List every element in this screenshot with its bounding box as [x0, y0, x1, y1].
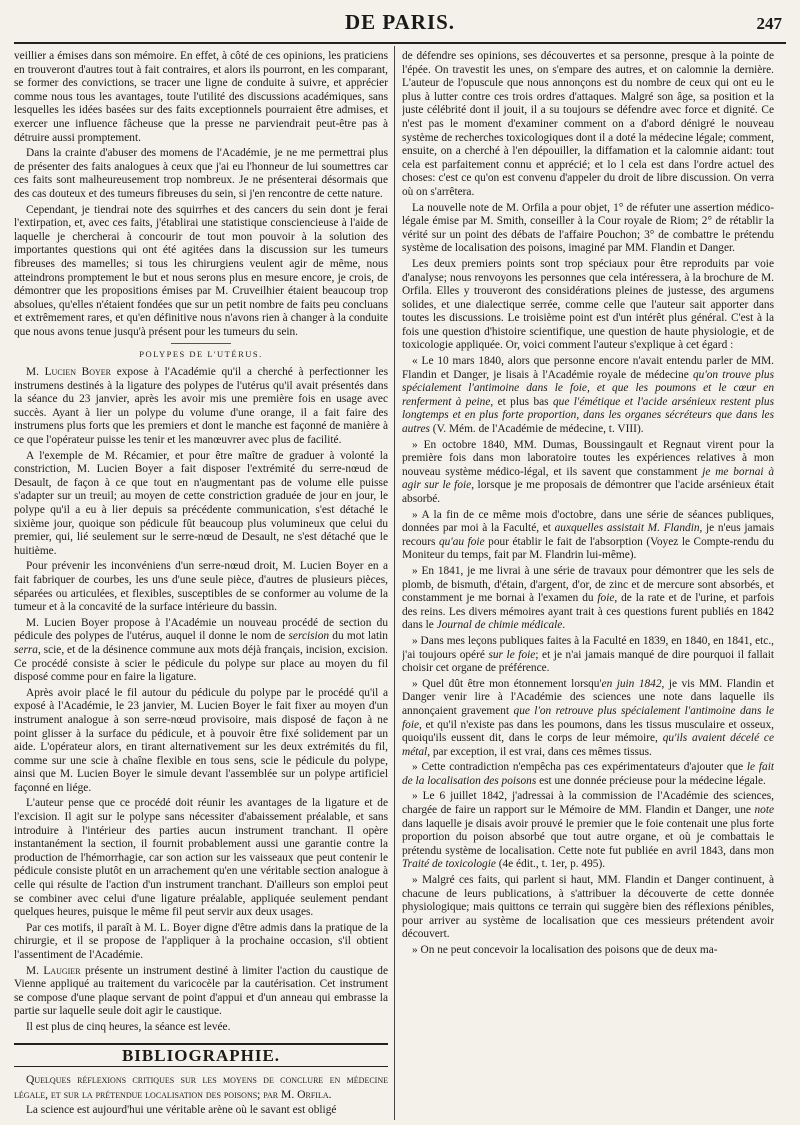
paragraph: Par ces motifs, il paraît à M. L. Boyer digne d'être admis dans la pratique de la chirurgie, et il se propose de l'appliquer à la prochaine occasion, s'il obtient l'assentiment de l'Académie. — [14, 921, 388, 961]
section-rule — [171, 343, 231, 344]
speaker-name: M. Laugier — [26, 964, 81, 977]
quote-paragraph: » Malgré ces faits, qui parlent si haut, MM. Flandin et Danger continuent, à chacune de leurs publications, à s'attribuer la découverte de cette donnée physiologique; mais quittons ce terrain qui suggère bien des réflexions pénibles, pour arriver au système de localisation que ces messieurs prétendent avoir découvert. — [402, 874, 774, 941]
paragraph: La science est aujourd'hui une véritable arène où le savant est obligé — [26, 1104, 337, 1117]
paragraph: M. Lucien Boyer expose à l'Académie qu'il a cherché à perfectionner les instrumens destinés à la ligature des polypes de l'utérus qu'il avait présentés dans la séance du 23 janvier, après les avoir mis une première fois en usage avec succès. Ayant à lier un polype du volume d'une orange, il a fait faire des instrumens plus forts que les premiers et dont le manche est façonné de manière à ce que l'opérateur puisse les tenir et les manœuvrer avec plus de facilité. — [14, 366, 388, 447]
quote-paragraph: » Le 6 juillet 1842, j'adressai à la commission de l'Académie des sciences, chargée de faire un rapport sur le Mémoire de MM. Flandin et Danger, une note dans laquelle je disais avoir prouvé le premier que le foie contenait une plus forte proportion du poison absorbé que tout autre organe, et où je combattais le prétendu système de localisation. Cette note fut publiée en avril 1843, dans mon Traité de toxicologie (4e édit., t. 1er, p. 495). — [402, 790, 774, 871]
paragraph: Il est plus de cinq heures, la séance est levée. — [26, 1020, 231, 1033]
quote-paragraph: » On ne peut concevoir la localisation des poisons que de deux ma- — [412, 944, 718, 956]
page-header — [14, 8, 786, 44]
quote-paragraph: » En octobre 1840, MM. Dumas, Boussingault et Regnaut virent pour la première fois dans mon laboratoire toutes les expériences relatives à mon nouveau système médico-légal, et ils savent que constamment je me bornai à agir sur le foie, lorsque je me proposais de démontrer que l'acide arsénieux était absorbé. — [402, 438, 774, 505]
bibliography-heading: BIBLIOGRAPHIE. — [14, 1043, 388, 1068]
paragraph: Pour prévenir les inconvéniens d'un serre-nœud droit, M. Lucien Boyer en a fait fabriquer de courbes, les uns d'une seule pièce, d'autres de plusieurs pièces, séparées ou articulées, et flexibles, susceptibles de se conformer au volume de la tumeur et à la concavité de la surface intérieure du bassin. — [14, 560, 388, 614]
paragraph: M. Laugier présente un instrument destiné à limiter l'action du caustique de Vienne appliqué au traitement du varicocèle par la cautérisation. Cet instrument se compose d'une plaque servant de point d'appui et d'un anneau qui embrasse la partie sur laquelle seule doit agir le caustique. — [14, 964, 388, 1018]
paragraph: Cependant, je tiendrai note des squirrhes et des cancers du sein dont je ferai l'extirpation, et, avec ces faits, j'établirai une statistique consciencieuse à l'aide de laquelle je chercherai à concourir de tout mon pouvoir à la solution des importantes questions qui ont été agitées dans la discussion sur les tumeurs fibreuses des mamelles; si tous les chirurgiens veulent agir de même, nous atteindrons promptement le but et nous serons plus en mesure encore, je crois, de démontrer que les propositions émises par M. Cruveilhier étaient beaucoup trop absolues, qu'elles n'étaient fondées que sur un petit nombre de faits peu concluans et extrêmement rares, et qu'en définitive nous n'avons rien à changer à la conduite que nous avons tenue jusqu'à présent pour les tumeurs du sein. — [14, 203, 388, 338]
paragraph: de défendre ses opinions, ses découvertes et sa personne, presque à la pointe de l'épée. On travestit les unes, on s'empare des autres, et on calomnie la dernière. L'auteur de l'opuscule que nous annonçons est du nombre de ceux qui ont eu le plus à lutter contre ces trois ordres d'attaques. Malgré son âge, sa position et la juste célébrité dont il jouit, il a su toujours se défendre avec force et dignité. Ce n'est pas le moment d'examiner comment on a d'abord dénigré le nouveau système de recherches toxicologiques dont il a doté la médecine légale; comment, ensuite, on a cherché à l'en dépouiller, la diffamation et la calomnie aidant: tout cela est parfaitement connu et apprécié; et lo l cela est dans l'ordre actuel des choses: c'est ce qu'on est convenu d'appeler du droit de libre discussion. On verra où on s'arrêtera. — [402, 50, 774, 198]
page-number: 247 — [756, 14, 782, 33]
paragraph: M. Lucien Boyer propose à l'Académie un nouveau procédé de section du pédicule des polypes de l'utérus, auquel il donne le nom de sercision du mot latin serra, scie, et de la désinence commune aux mots déjà français, incision, excision. Ce procédé consiste à scier le pédicule du polype sur place au moyen du fil disposé comme pour en faire la ligature. — [14, 616, 388, 684]
column-divider — [394, 46, 395, 1120]
speaker-name: M. Lucien Boyer — [26, 366, 112, 379]
paragraph: veillier a émises dans son mémoire. En effet, à côté de ces opinions, les praticiens en trouveront d'autres tout à fait contraires, et alors ils pourront, en les comparant, se former des convictions, se tracer une ligne de conduite à suivre, et apprécier comme nous tous les avantages, toute l'utilité des discussions académiques, sans lesquelles les idées basées sur des faits exceptionnels pourraient être admises, et exercer une influence fâcheuse que la presse ne parviendrait peut-être pas à détruire aussi promptement. — [14, 50, 388, 144]
paragraph: A l'exemple de M. Récamier, et pour être maître de graduer à volonté la constriction, M. Lucien Boyer a fait disposer l'extrémité du serre-nœud de Desault, de façon à ce que tout en n'augmentant pas de volume elle puisse s'adapter sur un treuil; au moyen de cette constriction graduée de jour en jour, le polype qu'il a eu à lier depuis sa précédente communication, s'est détaché le sixième jour, quoique son pédicule fût beaucoup plus volumineux que celui du premier, qui, lié seulement sur le serre-nœud de Desault, ne s'est détaché que le huitième. — [14, 449, 388, 557]
right-column — [402, 50, 774, 1118]
paragraph: Après avoir placé le fil autour du pédicule du polype par le procédé qu'il a exposé à l'Académie, le 23 janvier, M. Lucien Boyer le fait fixer au moyen d'un instrument analogue à son serre-nœud provisoire, mais disposé de façon à ne point glisser à la surface du pédicule, et à pouvoir être fixé solidement par un aide. L'opérateur alors, en tirant alternativement sur les deux extrémités du fil, comme sur une scie à chaîne flexible en tous sens, scie le pédicule du polype, ainsi que M. Lucien Boyer le simule devant l'assemblée sur un polype artificiel façonné en liége. — [14, 686, 388, 794]
running-title: DE PARIS. — [344, 10, 456, 34]
paragraph: La nouvelle note de M. Orfila a pour objet, 1° de réfuter une assertion médico-légale émise par M. Smith, conseiller à la Cour royale de Riom; 2° de rétablir la vérité sur un point des débats de l'affaire Pouchon; 3° de combattre le prétendu système de localisation des poisons, imaginé par MM. Flandin et Danger. — [402, 201, 774, 255]
paragraph: Dans la crainte d'abuser des momens de l'Académie, je ne me permettrai plus de présenter des faits analogues à ceux que j'ai eu l'honneur de lui soumettres car ces faits sont malheureusement trop nombreux. Je ne présenterai désormais que des cas douteux et des tumeurs fibreuses du sein, si j'en rencontre de cette nature. — [14, 147, 388, 200]
quote-paragraph: » Quel dût être mon étonnement lorsqu'en juin 1842, je vis MM. Flandin et Danger venir lire à l'Académie des sciences une note dans laquelle ils annonçaient gravement que l'on retrouve plus spécialement l'antimoine dans le foie, et qu'il n'existe pas dans les poumons, dans les tissus musculaire et osseux, quoiqu'ils eussent dit, dans le corps de leur mémoire, qu'ils avaient décelé ce métal, par exception, il est vrai, dans ces mêmes tissus. — [402, 677, 774, 758]
quote-paragraph: » En 1841, je me livrai à une série de travaux pour démontrer que les sels de plomb, de bismuth, d'étain, d'argent, d'or, de zinc et de mercure sont absorbés, et constamment je me bornai à l'examen du foie, de la rate et de l'urine, et parfois des reins. Les divers mémoires ayant trait à ces questions furent publiés en 1842 dans le Journal de chimie médicale. — [402, 564, 774, 632]
quote-paragraph: » Cette contradiction n'empêcha pas ces expérimentateurs d'ajouter que le fait de la localisation des poisons est une donnée précieuse pour la médecine légale. — [402, 761, 774, 787]
paragraph: Les deux premiers points sont trop spéciaux pour être reproduits par voie d'analyse; nous renvoyons les personnes que cela intéressera, à la brochure de M. Orfila. Elles y trouveront des considérations pleines de justesse, des argumens solides, et une dialectique serrée, comme celle que l'auteur sait apporter dans toutes les discussions. Le troisième point est d'un intérêt plus général. C'est à la fois une question d'histoire scientifique, une question de haute physiologie, et de toxicologie appliquée. Or, voici comment l'auteur s'explique à cet égard : — [402, 257, 774, 352]
quote-paragraph: « Le 10 mars 1840, alors que personne encore n'avait entendu parler de MM. Flandin et Danger, je lisais à l'Académie royale de médecine qu'on trouve plus spécialement l'antimoine dans le foie, et que les poumons et le cœur en renferment à peine, et plus bas que l'émétique et l'acide arsénieux restent plus longtemps et en plus forte proportion, dans les organes sécréteurs que dans les autres (V. Mém. de l'Académie de médecine, t. VIII). — [402, 355, 774, 436]
left-column — [14, 50, 388, 1118]
quote-paragraph: » Dans mes leçons publiques faites à la Faculté en 1839, en 1840, en 1841, etc., j'ai toujours opéré sur le foie; et je n'ai jamais manqué de dire pourquoi il fallait choisir cet organe de préférence. — [402, 634, 774, 675]
quote-paragraph: » A la fin de ce même mois d'octobre, dans une série de séances publiques, données par moi à la Faculté, et auxquelles assistait M. Flandin, je n'eus jamais recours qu'au foie pour établir le fait de l'absorption (Voyez le Compte-rendu du Moniteur du temps, fait par M. Flandrin lui-même). — [402, 508, 774, 562]
section-heading: POLYPES DE L'UTÉRUS. — [139, 349, 263, 360]
paragraph: L'auteur pense que ce procédé doit réunir les avantages de la ligature et de l'excision. Il agit sur le polype sans nécessiter d'abaissement préalable, et sans introduire à l'intérieur des parties aucun instrument tranchant. Il opère instantanément la section, il fournit probablement aussi une garantie contre la production de l'hémorrhagie, car son action sur les vaisseaux que peut contenir le pédicule consiste plutôt en un arrachement qu'en une véritable section analogue à celle qui résulte de l'action d'un instrument tranchant. D'ailleurs son emploi peut se combiner avec celui d'une ligature préalable, appliquée seulement pendant quelques heures, puisque le même fil peut servir aux deux usages. — [14, 797, 388, 919]
bibliography-title: Quelques réflexions critiques sur les moyens de conclure en médecine légale, et sur la prétendue localisation des poisons; par M. Orfila. — [14, 1073, 388, 1101]
